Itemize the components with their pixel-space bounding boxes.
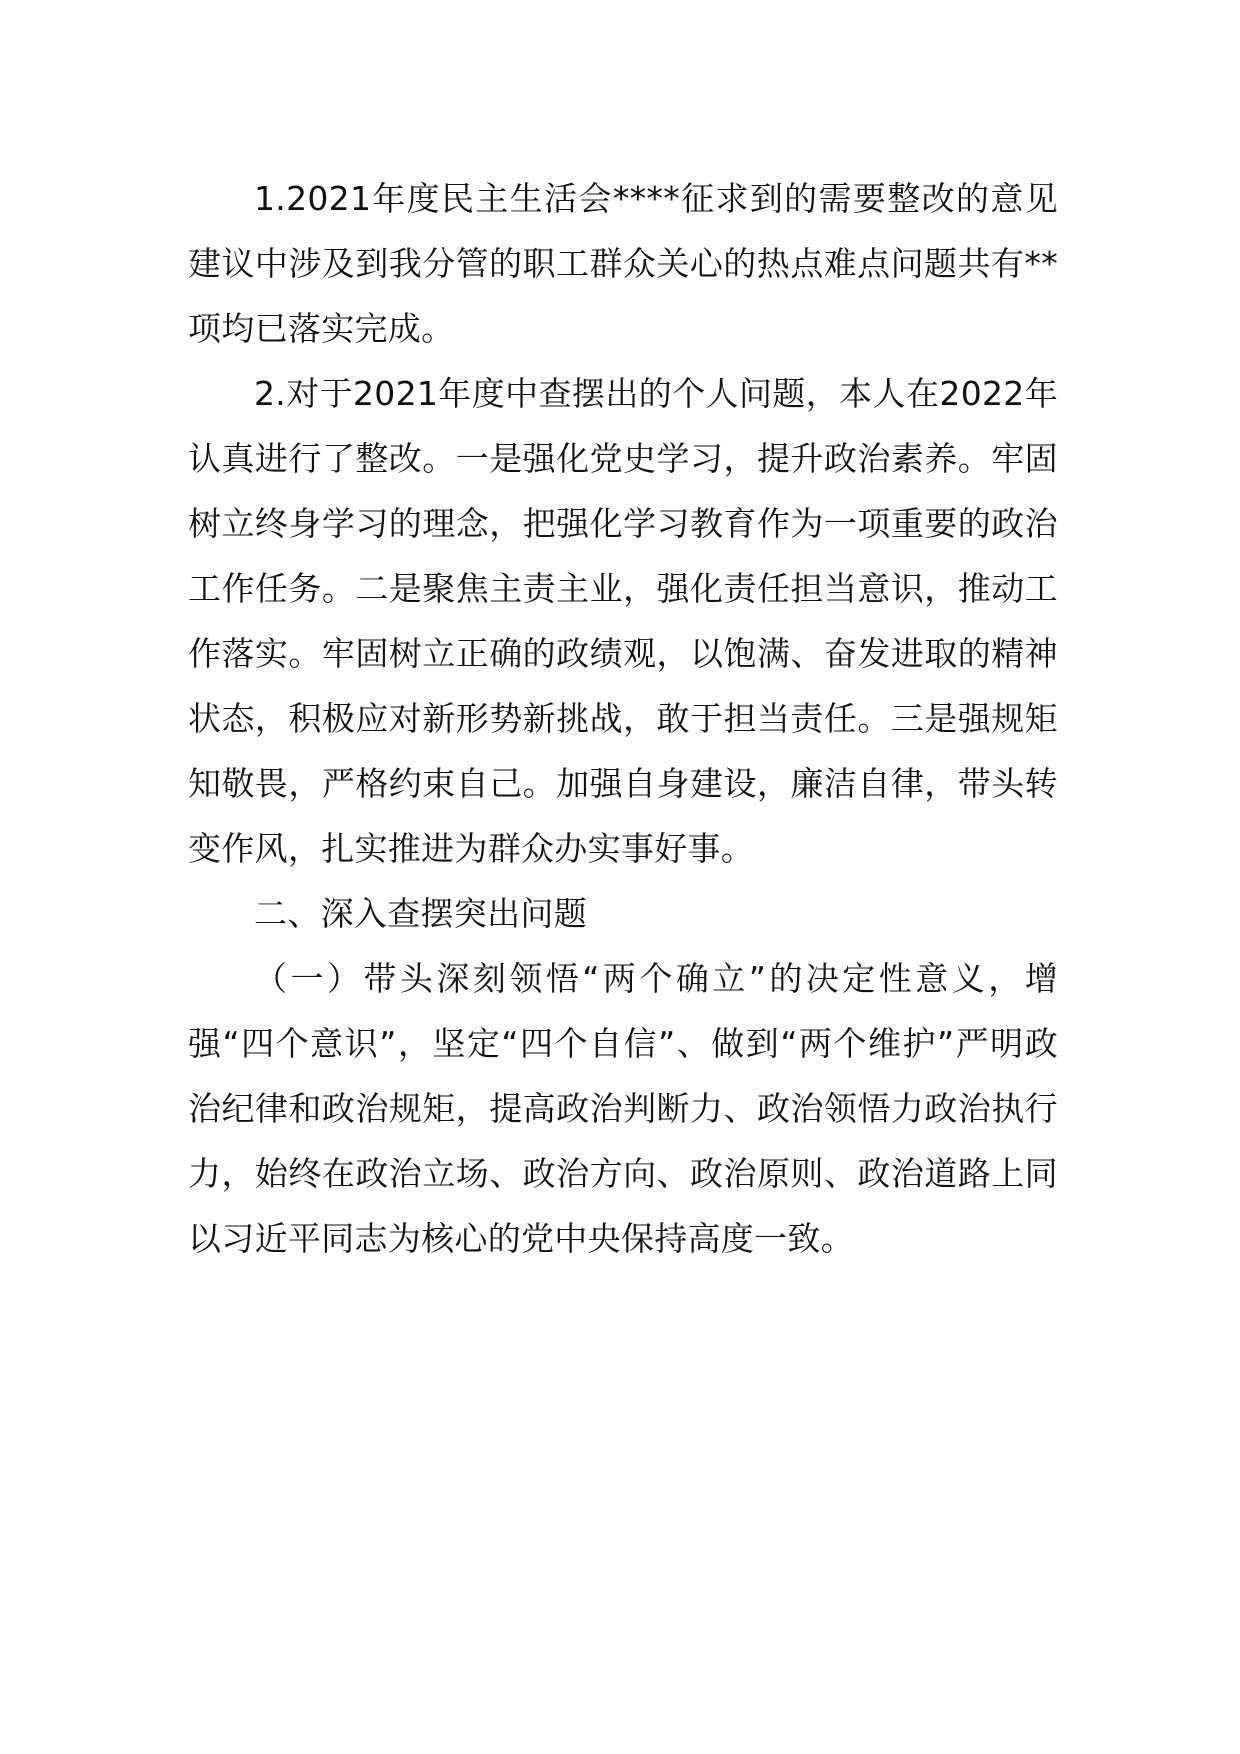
section-heading: 二、深入查摆突出问题	[254, 894, 587, 933]
document-body	[188, 166, 1058, 1271]
paragraph-two-establishments: （一）带头深刻领悟“两个确立”的决定性意义，增强“四个意识”，坚定“四个自信”、做到“两个维护”严明政治纪律和政治规矩，提高政治判断力、政治领悟力政治执行力，始终在政治立场、政治方向、政治原则、政治道路上同以习近平同志为核心的党中央保持高度一致。	[188, 959, 1058, 1258]
paragraph-personal-issues: 2.对于2021年度中查摆出的个人问题，本人在2022年认真进行了整改。一是强化党史学习，提升政治素养。牢固树立终身学习的理念，把强化学习教育作为一项重要的政治工作任务。二是聚焦主责主业，强化责任担当意识，推动工作落实。牢固树立正确的政绩观，以饱满、奋发进取的精神状态，积极应对新形势新挑战，敢于担当责任。三是强规矩知敬畏，严格约束自己。加强自身建设，廉洁自律，带头转变作风，扎实推进为群众办实事好事。	[188, 374, 1058, 868]
paragraph-rectification-suggestions: 1.2021年度民主生活会****征求到的需要整改的意见建议中涉及到我分管的职工群众关心的热点难点问题共有**项均已落实完成。	[188, 179, 1058, 348]
